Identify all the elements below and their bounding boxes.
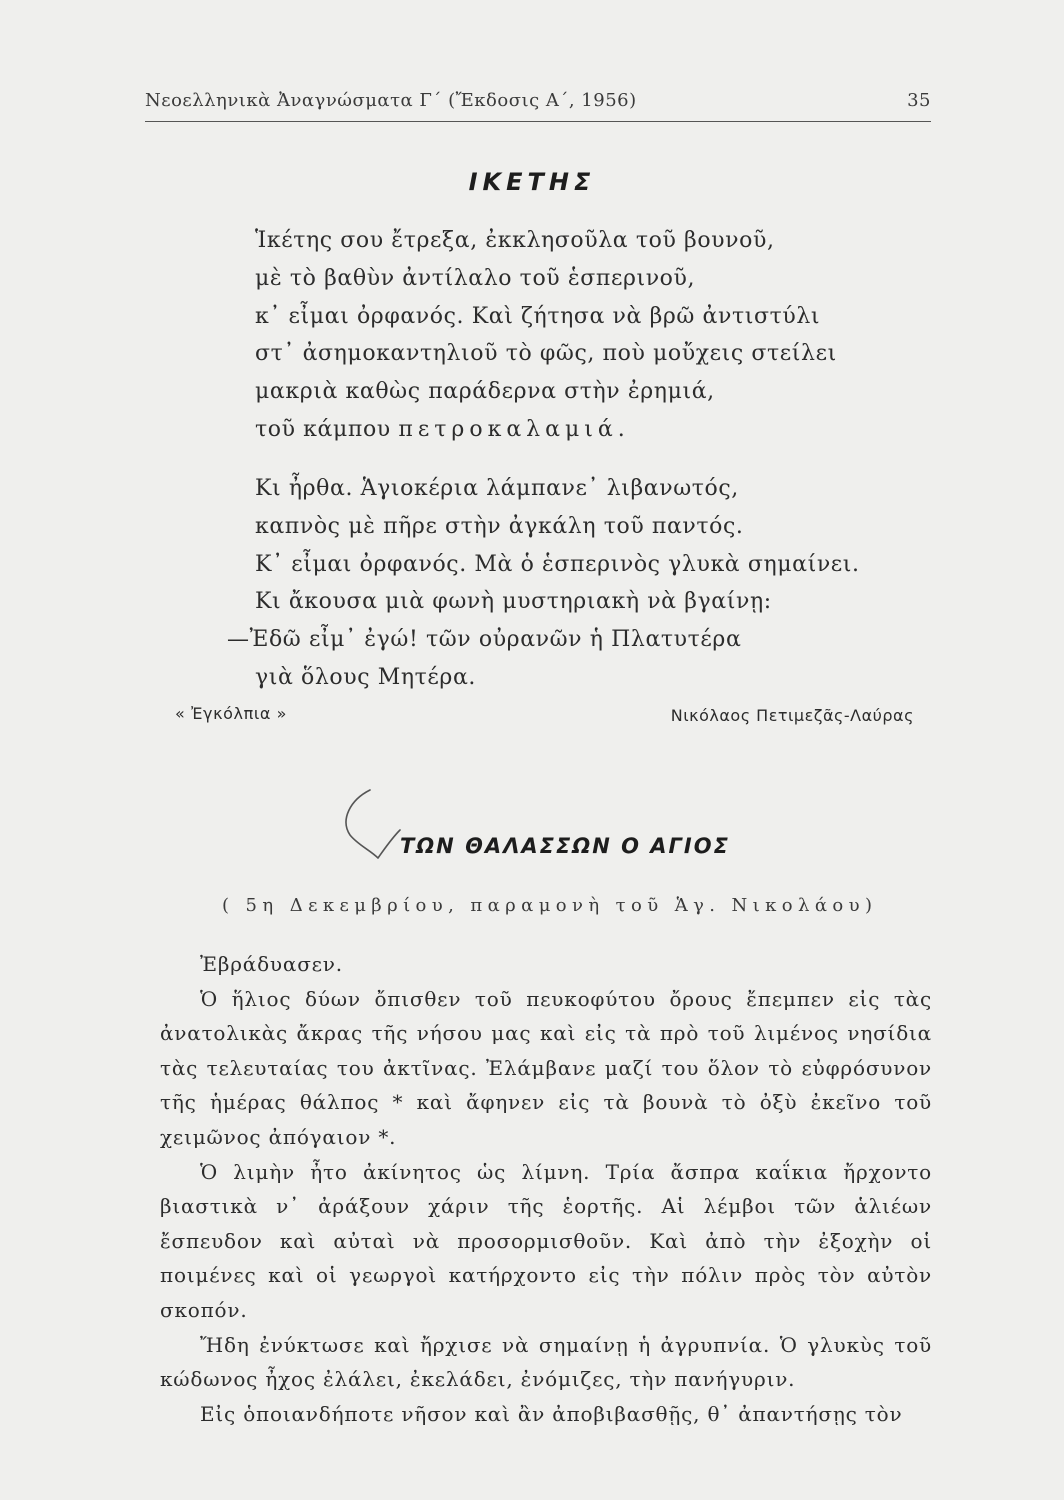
story-paragraph: Ἐβράδυασεν.: [200, 952, 343, 976]
poem-line-prefix: τοῦ κάμπου: [255, 416, 391, 442]
poem-source: « Ἐγκόλπια »: [175, 704, 288, 723]
poem-line: γιὰ ὅλους Μητέρα.: [255, 664, 477, 690]
poem-line: κ᾿ εἶμαι ὀρφανός. Καὶ ζήτησα νὰ βρῶ ἀντιστύλι: [255, 303, 821, 329]
poem-author: Νικόλαος Πετιμεζᾶς-Λαύρας: [670, 706, 914, 725]
poem-line: Κι ἄκουσα μιὰ φωνὴ μυστηριακὴ νὰ βγαίνῃ:: [255, 589, 772, 615]
poem-stanza-2: [227, 470, 860, 697]
story-paragraph: Ἤδη ἐνύκτωσε καὶ ἤρχισε νὰ σημαίνῃ ἡ ἀγρυπνία. Ὁ γλυκὺς τοῦ κώδωνος ἦχος ἐλάλει, ἐκελάδει, ἐνόμιζες, τὴν πανήγυριν.: [160, 1332, 932, 1392]
poem-line: [255, 411, 837, 449]
poem-line: Κι ἦρθα. Ἁγιοκέρια λάμπανε᾿ λιβανωτός,: [255, 476, 739, 501]
story-paragraph: Ὁ ἥλιος δύων ὄπισθεν τοῦ πευκοφύτου ὄρους ἔπεμπεν εἰς τὰς ἀνατολικὰς ἄκρας τῆς νήσου μας καὶ εἰς τὰ πρὸ τοῦ λιμένος νησίδια τὰς τελευταίας του ἀκτῖνας. Ἐλάμβανε μαζί του ὅλον τὸ εὐφρόσυνον τῆς ἡμέρας θάλπος * καὶ ἄφηνεν εἰς τὰ βουνὰ τὸ ὀξὺ ἐκεῖνο τοῦ χειμῶνος ἀπόγαιον *.: [160, 986, 932, 1149]
story-subtitle: ( 5η Δεκεμβρίου, παραμονὴ τοῦ Ἁγ. Νικολάου): [222, 895, 878, 916]
story-title: ΤΩΝ ΘΑΛΑΣΣΩΝ Ο ΑΓΙΟΣ: [400, 834, 730, 858]
header-rule: [145, 121, 931, 122]
story-paragraph: Ὁ λιμὴν ἦτο ἀκίνητος ὡς λίμνη. Τρία ἄσπρα καΐκια ἤρχοντο βιαστικὰ ν᾿ ἀράξουν χάριν τῆς ἑορτῆς. Αἱ λέμβοι τῶν ἁλιέων ἔσπευδον καὶ αὐταὶ νὰ προσορμισθοῦν. Καὶ ἀπὸ τὴν ἐξοχὴν οἱ ποιμένες καὶ οἱ γεωργοὶ κατήρχοντο εἰς τὴν πόλιν πρὸς τὸν αὐτὸν σκοπόν.: [160, 1159, 932, 1322]
running-head: [145, 90, 931, 116]
story-body: [160, 947, 932, 1431]
poem-line: στ᾿ ἀσημοκαντηλιοῦ τὸ φῶς, ποὺ μοὔχεις στείλει: [255, 341, 837, 367]
poem-line: Κ᾿ εἶμαι ὀρφανός. Μὰ ὁ ἑσπερινὸς γλυκὰ σημαίνει.: [255, 551, 860, 577]
book-title: Νεοελληνικὰ Ἀναγνώσματα Γ΄ (Ἔκδοσις Α΄, 1956): [145, 90, 637, 111]
poem-line-spaced-word: πετροκαλαμιά.: [398, 416, 630, 442]
poem-line: καπνὸς μὲ πῆρε στὴν ἀγκάλη τοῦ παντός.: [255, 513, 744, 539]
poem-dialogue-line: —Ἐδῶ εἶμ᾿ ἐγώ! τῶν οὐρανῶν ἡ Πλατυτέρα: [227, 627, 742, 653]
poem-line: Ἱκέτης σου ἔτρεξα, ἐκκλησοῦλα τοῦ βουνοῦ,: [255, 228, 775, 253]
story-paragraph: Εἰς ὁποιανδήποτε νῆσον καὶ ἂν ἀποβιβασθῇς, θ᾿ ἀπαντήσῃς τὸν: [200, 1401, 903, 1426]
poem-stanza-1: [255, 222, 837, 449]
poem-line: μὲ τὸ βαθὺν ἀντίλαλο τοῦ ἑσπερινοῦ,: [255, 265, 696, 291]
poem-title: ΙΚΕΤΗΣ: [468, 168, 596, 196]
poem-line: μακριὰ καθὼς παράδερνα στὴν ἐρημιά,: [255, 379, 715, 405]
page-number: 35: [907, 90, 931, 111]
